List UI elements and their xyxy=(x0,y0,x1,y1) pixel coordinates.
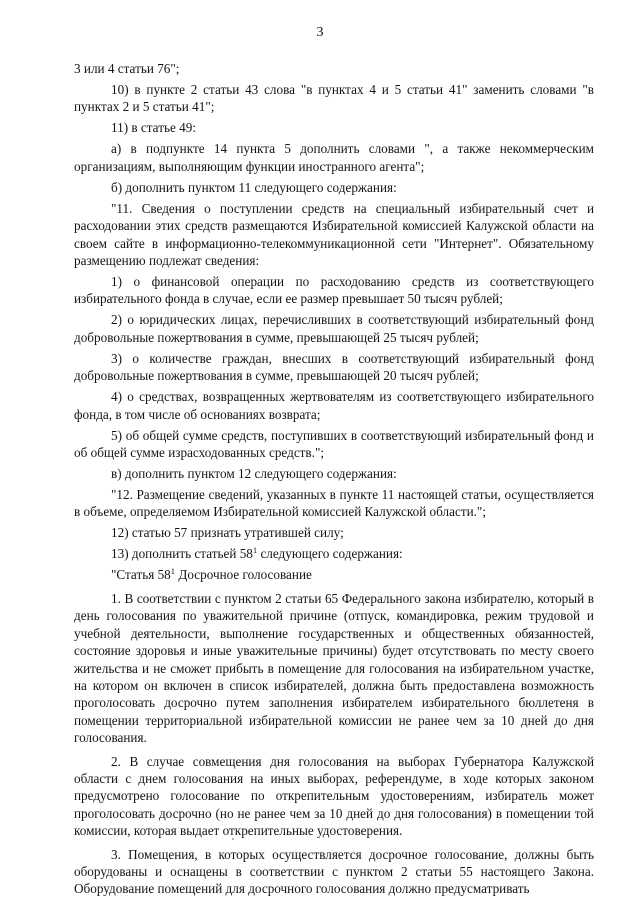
paragraph-subitem-v: в) дополнить пунктом 12 следующего содержания: xyxy=(111,466,397,482)
document-body xyxy=(74,60,594,901)
text-fragment: Досрочное голосование xyxy=(175,567,312,583)
scan-speck xyxy=(232,838,234,840)
paragraph-item-11: 11) в статье 49: xyxy=(111,120,196,136)
paragraph-point-12: "12. Размещение сведений, указанных в пункте 11 настоящей статьи, осуществляется в объеме, определяемом Избирательной комиссией Калужской области."; xyxy=(74,487,594,520)
text-fragment: "Статья 58 xyxy=(111,567,171,583)
paragraph-list-3: 3) о количестве граждан, внесших в соответствующий избирательный фонд добровольные пожертвования в сумме, превышающей 20 тысяч рублей; xyxy=(74,350,594,384)
paragraph-item-12: 12) статью 57 признать утратившей силу; xyxy=(111,525,344,541)
paragraph-list-2: 2) о юридических лицах, перечисливших в соответствующий избирательный фонд добровольные пожертвования в сумме, превышающей 25 тысяч рублей; xyxy=(74,312,594,345)
article-point-3: 3. Помещения, в которых осуществляется досрочное голосование, должны быть оборудованы и оснащены в соответствии с пунктом 2 статьи 55 настоящего Закона. Оборудование помещений для досрочного голосования должно предусматривать xyxy=(74,846,594,897)
paragraph-item-13 xyxy=(74,545,594,562)
paragraph-subitem-b: б) дополнить пунктом 11 следующего содержания: xyxy=(111,179,397,195)
paragraph-subitem-a: а) в подпункте 14 пункта 5 дополнить словами ", а также некоммерческим организациям, выполняющим функции иностранного агента"; xyxy=(74,141,594,174)
page-number: 3 xyxy=(316,25,324,40)
paragraph-list-5: 5) об общей сумме средств, поступивших в соответствующий избирательный фонд и об общей сумме израсходованных средств."; xyxy=(74,427,594,461)
superscript: 1 xyxy=(170,566,176,577)
article-heading xyxy=(74,566,594,583)
paragraph-list-4: 4) о средствах, возвращенных жертвователям из соответствующего избирательного фонда, в том числе об основаниях возврата; xyxy=(74,389,594,422)
paragraph-continuation: 3 или 4 статьи 76"; xyxy=(74,61,180,76)
paragraph-list-1: 1) о финансовой операции по расходованию средств из соответствующего избирательного фонда в случае, если ее размер превышает 50 тысяч рублей; xyxy=(74,274,594,307)
paragraph-item-10: 10) в пункте 2 статьи 43 слова "в пунктах 4 и 5 статьи 41" заменить словами "в пунктах 2 и 5 статьи 41"; xyxy=(74,82,594,115)
text-fragment: следующего содержания: xyxy=(257,546,403,562)
article-point-1: 1. В соответствии с пунктом 2 статьи 65 Федерального закона избирателю, который в день голосования по уважительной причине (отпуск, командировка, режим трудовой и учебной деятельности, выполнение государственных и общественных обязанностей, состояние здоровья и иные уважительные причины) будет отсутствовать по месту своего жительства и не сможет прибыть в помещение для голосования на избирательном участке, на котором он включен в список избирателей, должна быть предоставлена возможность проголосовать досрочно путем заполнения избирателем избирательного бюллетеня в помещении территориальной избирательной комиссии не ранее чем за 10 дней до дня голосования. xyxy=(74,590,594,746)
paragraph-point-11: "11. Сведения о поступлении средств на специальный избирательный счет и расходовании этих средств размещаются Избирательной комиссией Калужской области на своем сайте в информационно-телекоммуникационной сети "Интернет". Обязательному размещению подлежат сведения: xyxy=(74,200,594,269)
article-point-2: 2. В случае совмещения дня голосования на выборах Губернатора Калужской области с днем голосования на иных выборах, референдуме, в ходе которых законом предусмотрено голосование по открепительным удостоверениям, избиратель может проголосовать досрочно (но не ранее чем за 10 дней до дня голосования) в помещении той комиссии, которая выдает открепительные удостоверения. xyxy=(74,753,594,839)
superscript: 1 xyxy=(252,545,258,556)
text-fragment: 13) дополнить статьей 58 xyxy=(111,546,253,562)
